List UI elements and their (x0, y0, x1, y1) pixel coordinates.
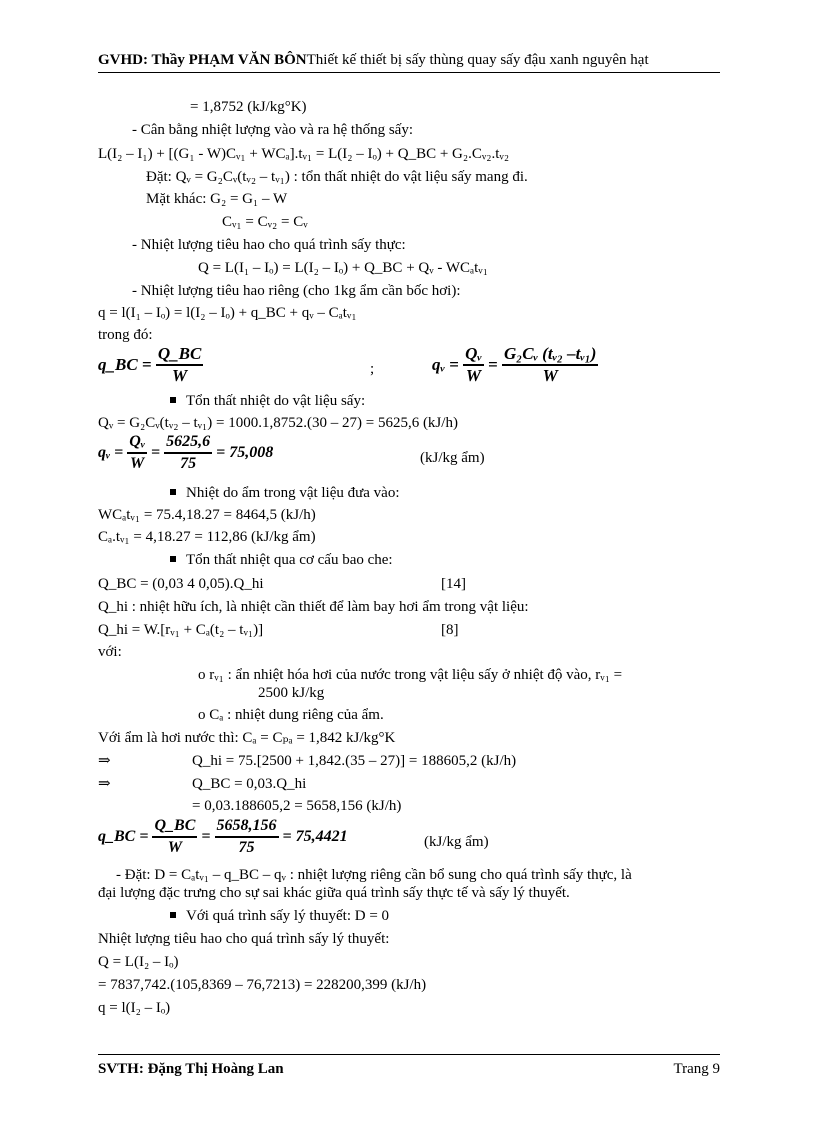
line-heat-balance-eq: L(I₂ – I₁) + [(G₁ - W)Cᵥ₁ + WCₐ].tᵥ₁ = L(I₂ – Iₒ) + Q_BC + G₂.Cᵥ₂.tᵥ₂ (98, 146, 510, 162)
line-qbc-eq: Q_BC = (0,03 4 0,05).Q_hi (98, 576, 264, 592)
line-qbc-value: = 0,03.188605,2 = 5658,156 (kJ/h) (192, 798, 402, 814)
formula-qbc-value: q_BC = $\frac{Q\_BC}{W}$ = $\frac{5658,156}{75}$ = 75,4421 (98, 817, 348, 856)
line-rtv1: o rᵥ₁ : ẩn nhiệt hóa hơi của nước trong vật liệu sấy ở nhiệt độ vào, rᵥ₁ = (198, 667, 623, 683)
line-real-heat-eq: Q = L(I₁ – Iₒ) = L(I₂ – Iₒ) + Q_BC + Qᵥ - WCₐtᵥ₁ (198, 260, 488, 276)
ref-14: [14] (441, 576, 466, 592)
footer-rule (98, 1054, 720, 1055)
line-real-heat-title: - Nhiệt lượng tiêu hao cho quá trình sấy thực: (132, 237, 406, 253)
line-qhi-eq: Q_hi = W.[rᵥ₁ + Cₐ(t₂ – tᵥ₁)] (98, 622, 264, 638)
line-qhi-calc: Q_hi = 75.[2500 + 1,842.(35 – 27)] = 188605,2 (kJ/h) (192, 753, 517, 769)
line-moisture-heat: WCₐtᵥ₁ = 75.4,18.27 = 8464,5 (kJ/h) (98, 507, 316, 523)
line-qv-def: Đặt: Qᵥ = G₂Cᵥ(tᵥ₂ – tᵥ₁) : tổn thất nhiệt do vật liệu sấy mang đi. (146, 169, 528, 185)
line-where: trong đó: (98, 327, 153, 343)
arrow-icon: ⇒ (98, 776, 111, 792)
bullet-item: Nhiệt do ẩm trong vật liệu đưa vào: (170, 484, 400, 502)
line-q-specific: q = l(I₂ – Iₒ) (98, 1000, 171, 1016)
line-g2: Mặt khác: G₂ = G₁ – W (146, 191, 288, 207)
line-d-def: - Đặt: D = Cₐtᵥ₁ – q_BC – qᵥ : nhiệt lượng riêng cần bổ sung cho quá trình sấy thực, là (116, 867, 632, 883)
header-rule (98, 72, 720, 73)
footer-student: SVTH: Đặng Thị Hoàng Lan (98, 1061, 284, 1077)
line-ca-tv1: Cₐ.tᵥ₁ = 4,18.27 = 112,86 (kJ/kg ẩm) (98, 529, 316, 545)
line-qv-calc: Qᵥ = G₂Cᵥ(tᵥ₂ – tᵥ₁) = 1000.1,8752.(30 – 27) = 5625,6 (kJ/h) (98, 415, 458, 431)
line-heat-balance-title: - Cân bằng nhiệt lượng vào và ra hệ thống sấy: (132, 122, 413, 138)
line-specific-heat-eq: q = l(I₁ – Iₒ) = l(I₂ – Iₒ) + q_BC + qᵥ – Cₐtᵥ₁ (98, 305, 357, 321)
page-header (98, 52, 720, 69)
line-d-def-cont: đại lượng đặc trưng cho sự sai khác giữa quá trình sấy thực tế và sấy lý thuyết. (98, 885, 570, 901)
line-with: với: (98, 644, 122, 660)
header-instructor: GVHD: Thầy PHẠM VĂN BÔN (98, 52, 307, 68)
line-cv-value: = 1,8752 (kJ/kg°K) (190, 99, 307, 115)
bullet-icon (170, 397, 176, 403)
line-rtv1-value: 2500 kJ/kg (258, 685, 325, 701)
unit-label: (kJ/kg ẩm) (424, 834, 489, 850)
line-qhi-def: Q_hi : nhiệt hữu ích, là nhiệt cần thiết để làm bay hơi ẩm trong vật liệu: (98, 599, 529, 615)
formula-qbc: q_BC = $\frac{Q\_BC}{W}$ (98, 344, 202, 385)
bullet-item: Với quá trình sấy lý thuyết: D = 0 (170, 907, 389, 925)
page-number: Trang 9 (673, 1061, 720, 1077)
page-footer (98, 1061, 720, 1078)
header-title: Thiết kế thiết bị sấy thùng quay sấy đậu xanh nguyên hạt (306, 52, 649, 68)
ref-8: [8] (441, 622, 459, 638)
bullet-icon (170, 912, 176, 918)
formula-qv: qᵥ = $\frac{\text{Qᵥ}}{W}$ = $\frac{\text{G₂Cᵥ (tᵥ₂ –tᵥ₁)}}{W}$ (432, 344, 597, 385)
line-ca: o Cₐ : nhiệt dung riêng của ẩm. (198, 707, 384, 723)
line-steam: Với ẩm là hơi nước thì: Cₐ = Cₚₐ = 1,842 kJ/kg°K (98, 730, 396, 746)
bullet-item: Tổn thất nhiệt do vật liệu sấy: (170, 392, 365, 410)
line-q-theory: Q = L(I₂ – Iₒ) (98, 954, 179, 970)
line-qbc-calc: Q_BC = 0,03.Q_hi (192, 776, 307, 792)
line-specific-heat-title: - Nhiệt lượng tiêu hao riêng (cho 1kg ẩm cần bốc hơi): (132, 283, 461, 299)
bullet-icon (170, 489, 176, 495)
line-theory-title: Nhiệt lượng tiêu hao cho quá trình sấy lý thuyết: (98, 931, 390, 947)
separator: ; (370, 361, 375, 377)
bullet-icon (170, 556, 176, 562)
formula-qv-value: qᵥ = $\frac{\text{Qᵥ}}{W}$ = $\frac{5625,6}{75}$ = 75,008 (98, 433, 274, 472)
unit-label: (kJ/kg ẩm) (420, 450, 485, 466)
line-q-theory-value: = 7837,742.(105,8369 – 76,7213) = 228200,399 (kJ/h) (98, 977, 427, 993)
bullet-item: Tổn thất nhiệt qua cơ cấu bao che: (170, 551, 393, 569)
arrow-icon: ⇒ (98, 753, 111, 769)
line-cv-equal: Cᵥ₁ = Cᵥ₂ = Cᵥ (222, 214, 308, 230)
